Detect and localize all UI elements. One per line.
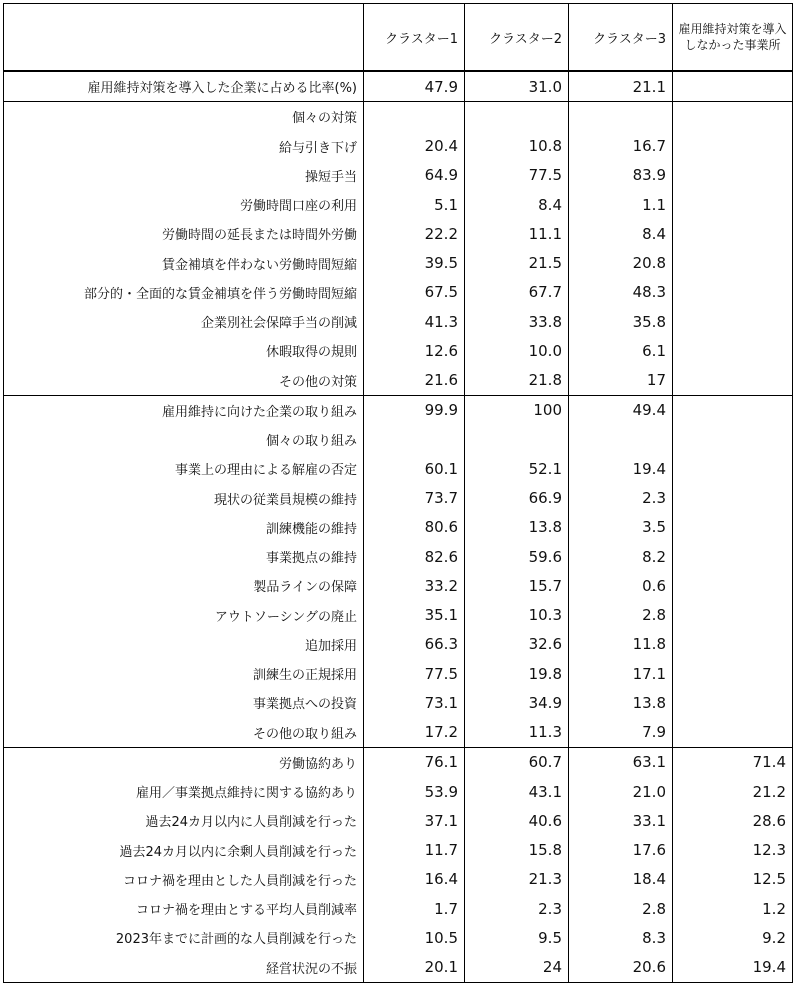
cluster-1-value: 12.6: [364, 336, 465, 365]
cluster-1-value: 17.2: [364, 718, 465, 748]
cluster-3-value: 6.1: [569, 336, 673, 365]
no-measure-value: [673, 395, 793, 425]
table-row: [4, 688, 793, 717]
row-label: 雇用／事業拠点維持に関する協約あり: [4, 777, 364, 806]
row-label: 事業拠点の維持: [4, 542, 364, 571]
no-measure-value: [673, 249, 793, 278]
cluster-1-value: 20.1: [364, 953, 465, 983]
row-label: 過去24カ月以内に余剰人員削減を行った: [4, 836, 364, 865]
row-label: 訓練生の正規採用: [4, 659, 364, 688]
cluster-3-value: 33.1: [569, 806, 673, 835]
cluster-1-value: 5.1: [364, 190, 465, 219]
no-measure-value: [673, 219, 793, 248]
row-label: 給与引き下げ: [4, 132, 364, 161]
cluster-2-value: 15.7: [465, 571, 569, 600]
cluster-3-value: 18.4: [569, 865, 673, 894]
cluster-3-value: 17.1: [569, 659, 673, 688]
row-label: 賃金補填を伴わない労働時間短縮: [4, 249, 364, 278]
row-label: その他の取り組み: [4, 718, 364, 748]
row-label: 経営状況の不振: [4, 953, 364, 983]
cluster-2-value: 21.3: [465, 865, 569, 894]
table-row: [4, 894, 793, 923]
cluster-2-value: 60.7: [465, 747, 569, 777]
no-measure-value: [673, 484, 793, 513]
no-measure-value: [673, 542, 793, 571]
cluster-3-value: 83.9: [569, 161, 673, 190]
cluster-2-value: 24: [465, 953, 569, 983]
cluster-1-value: 41.3: [364, 307, 465, 336]
cluster-3-value: 21.0: [569, 777, 673, 806]
cluster-2-value: 43.1: [465, 777, 569, 806]
row-label: 現状の従業員規模の維持: [4, 484, 364, 513]
cluster-2-value: 52.1: [465, 454, 569, 483]
no-measure-value: [673, 278, 793, 307]
cluster-1-value: 67.5: [364, 278, 465, 307]
no-measure-value: [673, 571, 793, 600]
table-row: [4, 366, 793, 396]
cluster-2-value: 21.5: [465, 249, 569, 278]
cluster-2-value: 10.8: [465, 132, 569, 161]
table-row: [4, 718, 793, 748]
header-cluster-2: クラスター2: [465, 4, 569, 72]
no-measure-value: 9.2: [673, 923, 793, 952]
cluster-3-value: 1.1: [569, 190, 673, 219]
no-measure-value: [673, 513, 793, 542]
row-label: 過去24カ月以内に人員削減を行った: [4, 806, 364, 835]
row-label: その他の対策: [4, 366, 364, 396]
no-measure-value: 21.2: [673, 777, 793, 806]
row-label: 事業上の理由による解雇の否定: [4, 454, 364, 483]
no-measure-value: [673, 718, 793, 748]
cluster-2-value: 31.0: [465, 71, 569, 102]
table-row: [4, 336, 793, 365]
cluster-2-value: 66.9: [465, 484, 569, 513]
cluster-1-value: 47.9: [364, 71, 465, 102]
table-row: [4, 513, 793, 542]
data-table: [3, 3, 793, 983]
cluster-2-value: 11.1: [465, 219, 569, 248]
table-row: [4, 806, 793, 835]
cluster-3-value: 48.3: [569, 278, 673, 307]
no-measure-value: [673, 659, 793, 688]
cluster-3-value: 17: [569, 366, 673, 396]
cluster-3-value: [569, 102, 673, 132]
cluster-1-value: 80.6: [364, 513, 465, 542]
header-cluster-1: クラスター1: [364, 4, 465, 72]
table-row: [4, 132, 793, 161]
cluster-1-value: 39.5: [364, 249, 465, 278]
cluster-2-value: 8.4: [465, 190, 569, 219]
table-row: [4, 659, 793, 688]
cluster-3-value: 20.6: [569, 953, 673, 983]
table-row: [4, 161, 793, 190]
row-label: 操短手当: [4, 161, 364, 190]
header-row: [4, 4, 793, 72]
cluster-2-value: [465, 102, 569, 132]
cluster-1-value: 73.7: [364, 484, 465, 513]
no-measure-value: [673, 102, 793, 132]
no-measure-value: [673, 366, 793, 396]
no-measure-value: 19.4: [673, 953, 793, 983]
no-measure-value: 28.6: [673, 806, 793, 835]
cluster-1-value: 73.1: [364, 688, 465, 717]
table-row: [4, 601, 793, 630]
cluster-3-value: 2.8: [569, 894, 673, 923]
row-label: 訓練機能の維持: [4, 513, 364, 542]
no-measure-value: [673, 71, 793, 102]
cluster-3-value: 49.4: [569, 395, 673, 425]
row-label: 2023年までに計画的な人員削減を行った: [4, 923, 364, 952]
cluster-1-value: 16.4: [364, 865, 465, 894]
no-measure-value: [673, 307, 793, 336]
no-measure-value: 12.3: [673, 836, 793, 865]
cluster-1-value: 82.6: [364, 542, 465, 571]
header-no-measure: 雇用維持対策を導入しなかった事業所: [673, 4, 793, 72]
cluster-1-value: 20.4: [364, 132, 465, 161]
cluster-1-value: [364, 425, 465, 454]
cluster-1-value: 99.9: [364, 395, 465, 425]
header-corner-cell: [4, 4, 364, 72]
no-measure-value: [673, 132, 793, 161]
row-label: 労働時間口座の利用: [4, 190, 364, 219]
table-row: [4, 953, 793, 983]
cluster-2-value: 13.8: [465, 513, 569, 542]
cluster-3-value: 19.4: [569, 454, 673, 483]
table-row: [4, 923, 793, 952]
row-label: コロナ禍を理由とした人員削減を行った: [4, 865, 364, 894]
table-row: [4, 630, 793, 659]
cluster-3-value: 8.2: [569, 542, 673, 571]
no-measure-value: [673, 688, 793, 717]
row-label: コロナ禍を理由とする平均人員削減率: [4, 894, 364, 923]
cluster-1-value: 66.3: [364, 630, 465, 659]
table-row: [4, 71, 793, 102]
cluster-1-value: 77.5: [364, 659, 465, 688]
cluster-1-value: [364, 102, 465, 132]
cluster-3-value: 2.8: [569, 601, 673, 630]
table-row: [4, 219, 793, 248]
cluster-1-value: 64.9: [364, 161, 465, 190]
cluster-3-value: [569, 425, 673, 454]
table-row: [4, 190, 793, 219]
cluster-1-value: 35.1: [364, 601, 465, 630]
cluster-3-value: 16.7: [569, 132, 673, 161]
cluster-1-value: 22.2: [364, 219, 465, 248]
row-label: 雇用維持に向けた企業の取り組み: [4, 395, 364, 425]
cluster-3-value: 17.6: [569, 836, 673, 865]
row-label: 部分的・全面的な賃金補填を伴う労働時間短縮: [4, 278, 364, 307]
table-row: [4, 865, 793, 894]
row-label: 製品ラインの保障: [4, 571, 364, 600]
cluster-1-value: 37.1: [364, 806, 465, 835]
row-label: 追加採用: [4, 630, 364, 659]
row-label: 労働協約あり: [4, 747, 364, 777]
cluster-2-value: 10.3: [465, 601, 569, 630]
cluster-1-value: 53.9: [364, 777, 465, 806]
row-label: 事業拠点への投資: [4, 688, 364, 717]
cluster-1-value: 33.2: [364, 571, 465, 600]
cluster-2-value: 11.3: [465, 718, 569, 748]
no-measure-value: [673, 425, 793, 454]
row-label: 個々の対策: [4, 102, 364, 132]
table-row: [4, 249, 793, 278]
no-measure-value: 1.2: [673, 894, 793, 923]
table-row: [4, 777, 793, 806]
no-measure-value: [673, 630, 793, 659]
cluster-2-value: 21.8: [465, 366, 569, 396]
cluster-2-value: 33.8: [465, 307, 569, 336]
cluster-2-value: 67.7: [465, 278, 569, 307]
cluster-2-value: 19.8: [465, 659, 569, 688]
no-measure-value: 12.5: [673, 865, 793, 894]
cluster-2-value: 9.5: [465, 923, 569, 952]
cluster-1-value: 10.5: [364, 923, 465, 952]
cluster-2-value: 10.0: [465, 336, 569, 365]
row-label: 雇用維持対策を導入した企業に占める比率(%): [4, 71, 364, 102]
table-row: [4, 454, 793, 483]
cluster-3-value: 8.3: [569, 923, 673, 952]
cluster-3-value: 63.1: [569, 747, 673, 777]
table-row: [4, 542, 793, 571]
no-measure-value: [673, 161, 793, 190]
row-label: アウトソーシングの廃止: [4, 601, 364, 630]
cluster-1-value: 60.1: [364, 454, 465, 483]
cluster-3-value: 20.8: [569, 249, 673, 278]
row-label: 企業別社会保障手当の削減: [4, 307, 364, 336]
cluster-2-value: 32.6: [465, 630, 569, 659]
no-measure-value: [673, 190, 793, 219]
cluster-1-value: 21.6: [364, 366, 465, 396]
no-measure-value: [673, 601, 793, 630]
table-row: [4, 102, 793, 132]
cluster-2-value: 77.5: [465, 161, 569, 190]
cluster-1-value: 76.1: [364, 747, 465, 777]
cluster-2-value: 100: [465, 395, 569, 425]
cluster-2-value: 34.9: [465, 688, 569, 717]
table-row: [4, 425, 793, 454]
cluster-3-value: 2.3: [569, 484, 673, 513]
cluster-2-value: 40.6: [465, 806, 569, 835]
table-row: [4, 747, 793, 777]
cluster-3-value: 0.6: [569, 571, 673, 600]
cluster-3-value: 21.1: [569, 71, 673, 102]
table-row: [4, 307, 793, 336]
cluster-1-value: 11.7: [364, 836, 465, 865]
cluster-2-value: [465, 425, 569, 454]
cluster-3-value: 35.8: [569, 307, 673, 336]
cluster-3-value: 11.8: [569, 630, 673, 659]
table-row: [4, 395, 793, 425]
cluster-3-value: 3.5: [569, 513, 673, 542]
table-row: [4, 571, 793, 600]
row-label: 労働時間の延長または時間外労働: [4, 219, 364, 248]
no-measure-value: 71.4: [673, 747, 793, 777]
table-row: [4, 484, 793, 513]
cluster-2-value: 2.3: [465, 894, 569, 923]
cluster-3-value: 7.9: [569, 718, 673, 748]
cluster-3-value: 13.8: [569, 688, 673, 717]
row-label: 個々の取り組み: [4, 425, 364, 454]
header-cluster-3: クラスター3: [569, 4, 673, 72]
table-row: [4, 836, 793, 865]
no-measure-value: [673, 454, 793, 483]
cluster-2-value: 59.6: [465, 542, 569, 571]
row-label: 休暇取得の規則: [4, 336, 364, 365]
table-row: [4, 278, 793, 307]
cluster-2-value: 15.8: [465, 836, 569, 865]
cluster-3-value: 8.4: [569, 219, 673, 248]
cluster-1-value: 1.7: [364, 894, 465, 923]
no-measure-value: [673, 336, 793, 365]
